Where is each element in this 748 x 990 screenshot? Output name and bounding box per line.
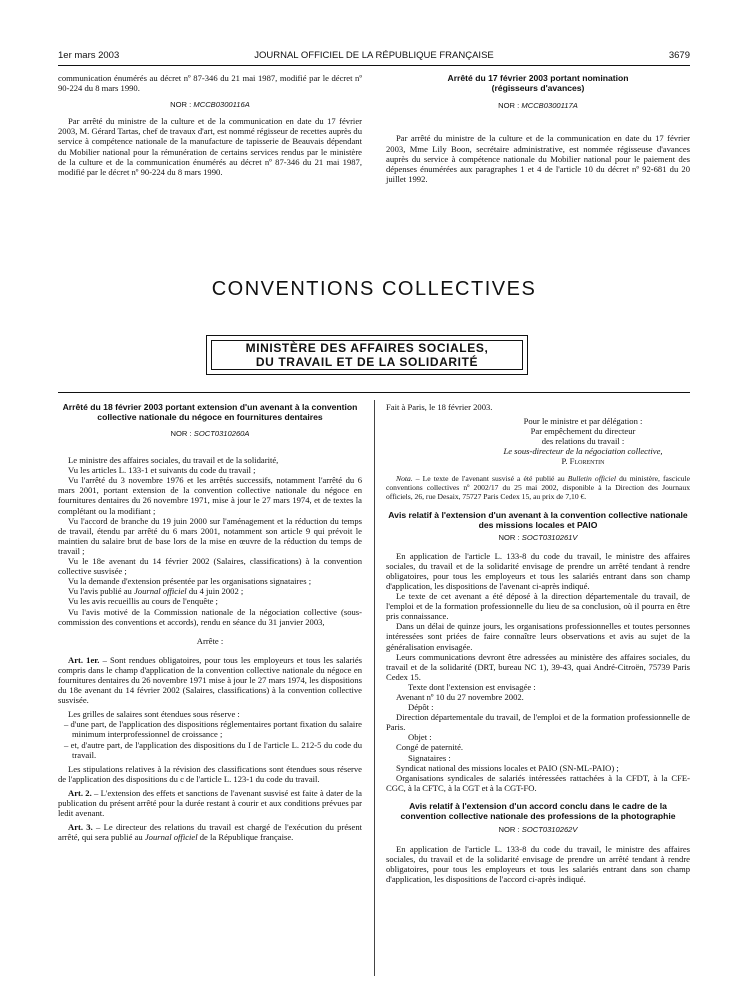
list-item: – d'une part, de l'application des dispositions réglementaires portant fixation du salaire minimum interprofessionnel de croissance ;: [64, 719, 362, 740]
left-column: [58, 402, 362, 842]
paragraph: Vu l'avis publié au Journal officiel du 4 juin 2002 ;: [68, 586, 244, 597]
paragraph: Avenant nº 10 du 27 novembre 2002.: [396, 691, 524, 702]
paragraph: Objet :: [408, 732, 432, 743]
signature-line: Pour le ministre et par délégation :: [523, 416, 643, 427]
paragraph: Direction départementale du travail, de l'emploi et de la formation professionnelle de Paris.: [386, 712, 690, 733]
signature-line: des relations du travail :: [541, 436, 625, 447]
arrete-title-nomination: Arrêté du 17 février 2003 portant nomination (régisseurs d'avances): [447, 73, 629, 93]
paragraph: En application de l'article L. 133-8 du code du travail, le ministre des affaires sociales, du travail et de la solidarité envisage de prendre un arrêté tendant à rendre obligatoires, pour tous les employeurs et tous les salariés entrant dans son champ d'application, les dispositions de l'avenant ci-après indiqué.: [386, 550, 690, 591]
paragraph: Vu l'arrêté du 3 novembre 1976 et les arrêtés successifs, notamment l'arrêté du 6 mars 2001, portant extension de la convention collective nationale du négoce en fournitures dentaires du 26 novembre 1971, mise à jour le 27 mars 1974, et de textes la complétant ou la modifiant ;: [58, 475, 362, 516]
paragraph: Les stipulations relatives à la révision des classifications sont étendues sous réserve de l'application des dispositions du c de l'article L. 123-1 du code du travail.: [58, 763, 362, 784]
top-right-column: [386, 73, 690, 185]
paragraph: Vu les articles L. 133-1 et suivants du code du travail ;: [68, 465, 256, 476]
avis-title-photographie: Avis relatif à l'extension d'un accord conclu dans le cadre de la convention collective nationale des professions de la photographie: [400, 800, 676, 821]
arrete-label: Arrête :: [196, 635, 224, 646]
paragraph: Organisations syndicales de salariés intéressées rattachées à la CFDT, à la CFE-CGC, à la CFTC, à la CGT et à la CGT-FO.: [386, 772, 690, 793]
header-date: 1er mars 2003: [58, 50, 120, 61]
nor-reference: NOR : MCCB0300116A: [170, 99, 250, 109]
avis-title-missions-locales: Avis relatif à l'extension d'un avenant à la convention collective nationale des missions locales et PAIO: [388, 509, 688, 530]
article-3: Art. 3. – Le directeur des relations du travail est chargé de l'exécution du présent arrêté, qui sera publié au Journal officiel de la République française.: [58, 822, 363, 843]
top-left-paragraph-2: Par arrêté du ministre de la culture et de la communication en date du 17 février 2003, M. Gérard Tartas, chef de travaux d'art, est nommé régisseur de recettes auprès du service à compétence nationale de la manufacture de tapisserie de Beauvais dépendant du Mobilier national pour la rémunération de certains services rendus par le ministère de la culture et de la communication énumérés au décret nº 87-346 du 21 mai 1987, modifié par le décret nº 90-224 du 8 mars 1990.: [58, 115, 362, 178]
ministry-name: MINISTÈRE DES AFFAIRES SOCIALES, DU TRAVAIL ET DE LA SOLIDARITÉ: [245, 341, 489, 369]
top-right-paragraph-1: Par arrêté du ministre de la culture et de la communication en date du 17 février 2003, Mme Lily Boon, secrétaire administrative, est nommée régisseuse d'avances auprès du service à compétence nationale du Mobilier national pour le paiement des dépenses énumérées aux paragraphes 1 et 4 de l'article 10 du décret nº 92-681 du 20 juillet 1992.: [386, 133, 690, 185]
header-rule: [58, 65, 690, 66]
right-column: [386, 402, 690, 884]
signature-line: Le sous-directeur de la négociation collective,: [503, 446, 663, 457]
nor-reference: NOR : SOCT0310260A: [170, 429, 250, 438]
header-page-number: 3679: [668, 50, 690, 61]
paragraph: Signataires :: [408, 752, 451, 763]
paragraph: Vu la demande d'extension présentée par les organisations signataires ;: [68, 576, 312, 587]
paragraph: Vu l'accord de branche du 19 juin 2000 sur l'aménagement et la réduction du temps de travail, étendu par arrêté du 6 mars 2001, notamment son article 9 qui prévoit le maintien du salaire brut de base lors de la mise en œuvre de la réduction du temps de travail ;: [58, 515, 362, 556]
signature-date: Fait à Paris, le 18 février 2003.: [386, 402, 493, 412]
paragraph: Le texte de cet avenant a été déposé à la direction départementale du travail, de l'emploi et de la formation professionnelle du lieu de sa conclusion, où il pourra en être pris connaissance.: [386, 591, 690, 622]
list-item: – et, d'autre part, de l'application des dispositions du I de l'article L. 212-5 du code du travail.: [64, 739, 362, 760]
column-divider: [374, 400, 375, 976]
paragraph: Syndicat national des missions locales et PAIO (SN-ML-PAIO) ;: [396, 762, 619, 773]
signature-line: Par empêchement du directeur: [530, 426, 636, 437]
paragraph: Vu le 18e avenant du 14 février 2002 (Salaires, classifications) à la convention collective susvisée ;: [58, 556, 362, 577]
nor-reference: NOR : SOCT0310262V: [498, 824, 578, 834]
nor-reference: NOR : MCCB0300117A: [498, 101, 578, 110]
arrete-title-extension: Arrêté du 18 février 2003 portant extension d'un avenant à la convention collective nationale du négoce en fournitures dentaires: [62, 402, 358, 422]
paragraph: Le ministre des affaires sociales, du travail et de la solidarité,: [68, 455, 279, 466]
paragraph: Dépôt :: [408, 702, 434, 713]
paragraph: Vu l'avis motivé de la Commission nationale de la négociation collective (sous-commission des conventions et accords), rendu en séance du 31 janvier 2003,: [58, 606, 362, 627]
paragraph: Vu les avis recueillis au cours de l'enquête ;: [68, 596, 218, 607]
top-left-column: [58, 73, 362, 178]
article-1: Art. 1er. – Sont rendues obligatoires, pour tous les employeurs et tous les salariés compris dans le champ d'application de la convention collective nationale du négoce en fournitures dentaires du 26 novembre 1971 mise à jour le 27 mars 1974, les dispositions du 18e avenant du 14 février 2002 (Salaires, classifications) à la convention collective susvisée.: [58, 654, 362, 706]
ministry-box: [206, 335, 528, 375]
nota-note: Nota. – Le texte de l'avenant susvisé a été publié au Bulletin officiel du ministère, fascicule conventions collectives nº 2002/17 du 25 mai 2002, disponible à la Direction des Journaux officiels, 26, rue Desaix, 75727 Paris Cedex 15, au prix de 7,10 €.: [386, 473, 690, 501]
paragraph: Les grilles de salaires sont étendues sous réserve :: [68, 709, 240, 720]
paragraph: Texte dont l'extension est envisagée :: [408, 681, 536, 692]
top-left-paragraph-1: communication énumérés au décret nº 87-346 du 21 mai 1987, modifié par le décret nº 90-224 du 8 mars 1990.: [58, 73, 362, 94]
paragraph: Dans un délai de quinze jours, les organisations professionnelles et toutes personnes intéressées sont priées de faire connaître leurs observations et avis au sujet de la généralisation envisagée.: [386, 621, 690, 652]
section-title: CONVENTIONS COLLECTIVES: [211, 278, 537, 300]
paragraph: Congé de paternité.: [396, 742, 464, 753]
paragraph: En application de l'article L. 133-8 du code du travail, le ministre des affaires sociales, du travail et de la solidarité envisage de prendre un arrêté tendant à rendre obligatoires, pour tous les employeurs et tous les salariés entrant dans son champ d'application, les dispositions de l'accord ci-après indiqué.: [386, 844, 690, 885]
header-journal-title: JOURNAL OFFICIEL DE LA RÉPUBLIQUE FRANÇAISE: [254, 50, 494, 61]
nor-reference: NOR : SOCT0310261V: [498, 532, 578, 542]
paragraph: Leurs communications devront être adressées au ministère des affaires sociales, du travail et de la solidarité (DRT, bureau NC 1), 39-43, quai André-Citroën, 75739 Paris Cedex 15.: [386, 651, 690, 682]
signatory-name: P. Florentin: [561, 456, 605, 467]
page-header: [58, 50, 690, 64]
section-rule: [58, 392, 690, 393]
article-2: Art. 2. – L'extension des effets et sanctions de l'avenant susvisé est faite à dater de la publication du présent arrêté pour la durée restant à courir et aux conditions prévues par ledit avenant.: [58, 787, 363, 819]
